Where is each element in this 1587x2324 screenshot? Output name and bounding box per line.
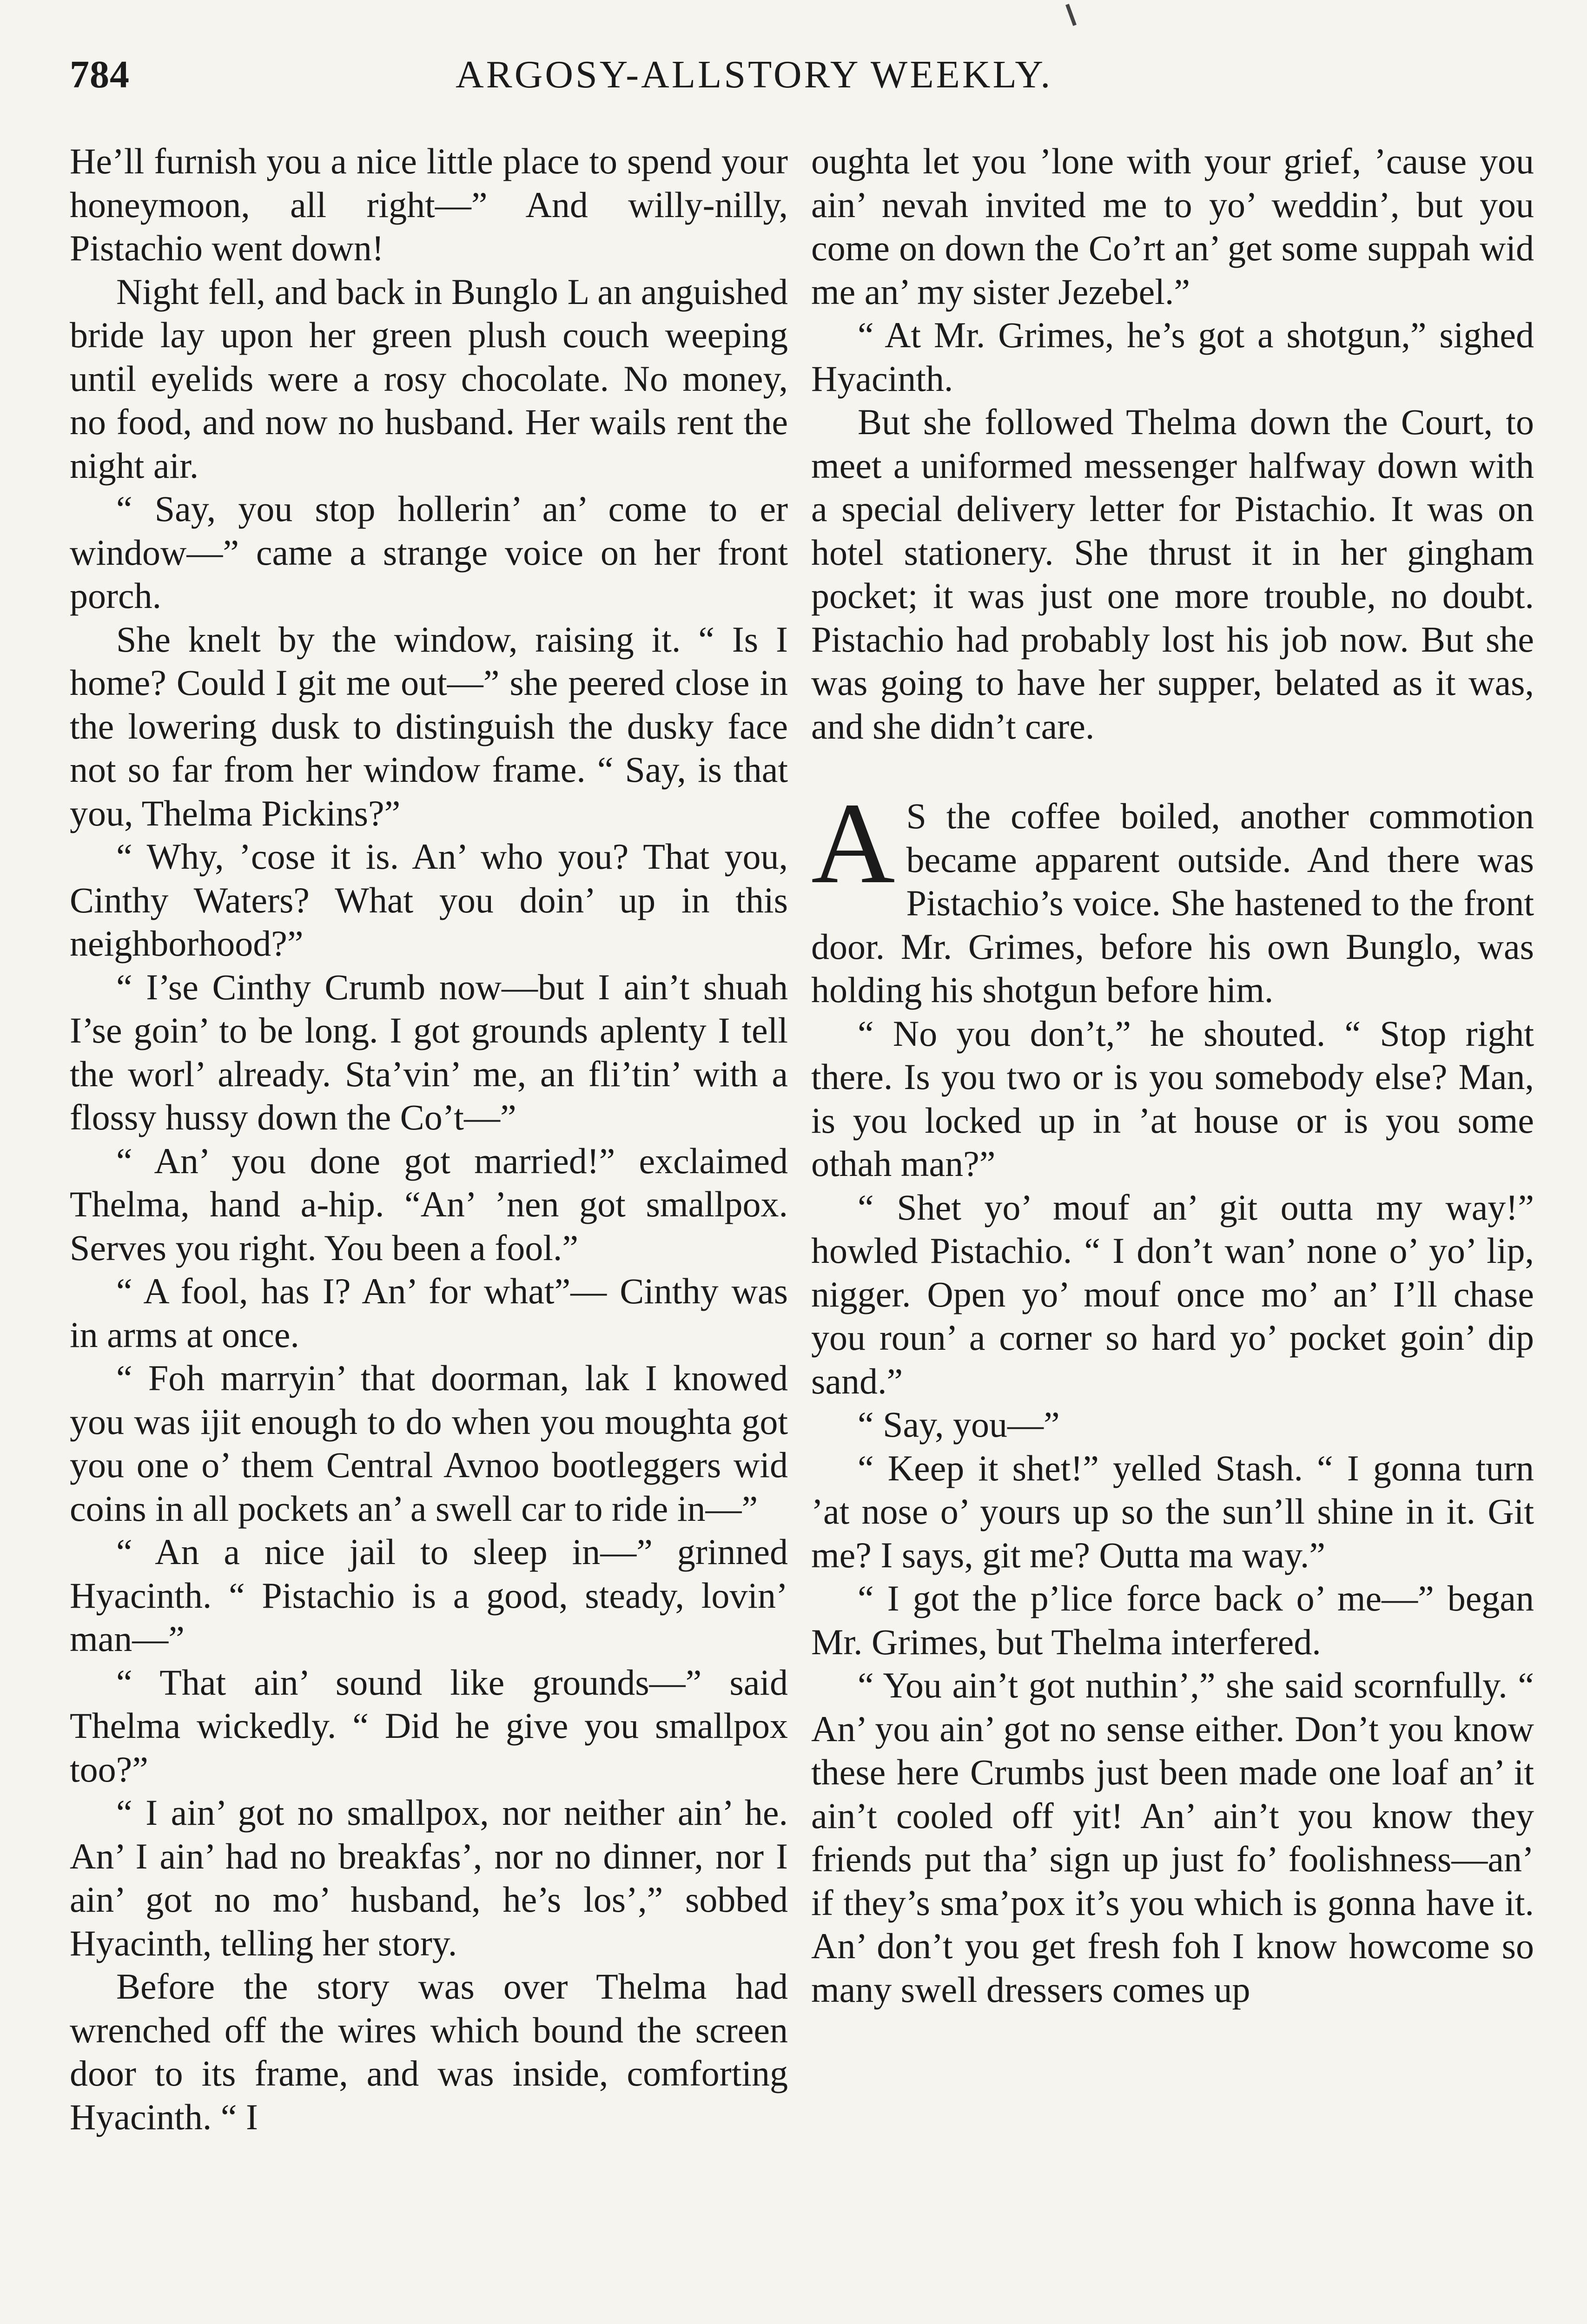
paragraph: “ Say, you stop hollerin’ an’ come to er window—” came a strange voice on her front porch. <box>70 489 788 616</box>
paragraph: He’ll furnish you a nice little place to spend your honeymoon, all right—” And willy-nilly, Pistachio went down! <box>70 141 788 268</box>
paragraph: “ That ain’ sound like grounds—” said Thelma wickedly. “ Did he give you smallpox too?” <box>70 1662 788 1789</box>
paragraph: “ Shet yo’ mouf an’ git outta my way!” howled Pistachio. “ I don’t wan’ none o’ yo’ lip, nigger. Open yo’ mouf once mo’ an’ I’ll chase you roun’ a corner so hard yo’ pocket goin’ dip sand.” <box>811 1187 1534 1401</box>
paragraph: “ An’ you done got married!” exclaimed Thelma, hand a-hip. “An’ ’nen got smallpox. Serves you right. You been a fool.” <box>70 1140 788 1268</box>
section-opening-text: S the coffee boiled, another commotion became apparent outside. And there was Pistachio’s voice. She hastened to the front door. Mr. Grimes, before his own Bunglo, was holding his shotgun before him. <box>811 796 1534 1010</box>
drop-cap: A <box>811 779 895 908</box>
print-mark <box>1065 4 1077 26</box>
paragraph: She knelt by the window, raising it. “ Is I home? Could I git me out—” she peered close in the lowering dusk to distinguish the dusky face not so far from her window frame. “ Say, is that you, Thelma Pickins?” <box>70 619 788 833</box>
paragraph: Night fell, and back in Bunglo L an anguished bride lay upon her green plush couch weeping until eyelids were a rosy chocolate. No money, no food, and now no husband. Her wails rent the night air. <box>70 271 788 486</box>
running-title: ARGOSY-ALLSTORY WEEKLY. <box>456 53 1053 96</box>
paragraph: “ You ain’t got nuthin’,” she said scornfully. “ An’ you ain’ got no sense either. Don’t you know these here Crumbs just been made one loaf an’ it ain’t cooled off yit! An’ ain’t you know they friends put tha’ sign up just fo’ foolishness—an’ if they’s sma’pox it’s you which is gonna have it. An’ don’t you get fresh foh I know howcome so many swell dressers comes up <box>811 1665 1534 2010</box>
paragraph: Before the story was over Thelma had wrenched off the wires which bound the screen door to its frame, and was inside, comforting Hyacinth. “ I <box>70 1966 788 2137</box>
paragraph: “ I got the p’lice force back o’ me—” began Mr. Grimes, but Thelma interfered. <box>811 1578 1534 1662</box>
section-opening-paragraph <box>811 779 1534 1012</box>
paragraph: “ An a nice jail to sleep in—” grinned Hyacinth. “ Pistachio is a good, steady, lovin’ man—” <box>70 1532 788 1659</box>
paragraph: “ At Mr. Grimes, he’s got a shotgun,” sighed Hyacinth. <box>811 315 1534 399</box>
paragraph: “ No you don’t,” he shouted. “ Stop right there. Is you two or is you somebody else? Man, is you locked up in ’at house or is you some othah man?” <box>811 1013 1534 1184</box>
left-column <box>70 139 788 2324</box>
paragraph: “ I’se Cinthy Crumb now—but I ain’t shuah I’se goin’ to be long. I got grounds aplenty I tell the worl’ already. Sta’vin’ me, an fli’tin’ with a flossy hussy down the Co’t—” <box>70 966 788 1137</box>
page-number: 784 <box>70 53 130 96</box>
paragraph: “ Foh marryin’ that doorman, lak I knowed you was ijit enough to do when you moughta got you one o’ them Central Avnoo bootleggers wid coins in all pockets an’ a swell car to ride in—” <box>70 1358 788 1529</box>
section-break <box>811 748 1534 794</box>
right-column <box>811 139 1534 2324</box>
page-header <box>70 52 1557 103</box>
paragraph: “ Why, ’cose it is. An’ who you? That you, Cinthy Waters? What you doin’ up in this neighborhood?” <box>70 836 788 964</box>
paragraph: “ I ain’ got no smallpox, nor neither ain’ he. An’ I ain’ had no breakfas’, nor no dinner, nor I ain’ got no mo’ husband, he’s los’,” sobbed Hyacinth, telling her story. <box>70 1792 788 1963</box>
paragraph: oughta let you ’lone with your grief, ’cause you ain’ nevah invited me to yo’ weddin’, but you come on down the Co’rt an’ get some suppah wid me an’ my sister Jezebel.” <box>811 141 1534 312</box>
paragraph: “ Keep it shet!” yelled Stash. “ I gonna turn ’at nose o’ yours up so the sun’ll shine in it. Git me? I says, git me? Outta ma way.” <box>811 1447 1534 1575</box>
paragraph: “ Say, you—” <box>858 1404 1060 1445</box>
paragraph: But she followed Thelma down the Court, to meet a uniformed messenger halfway down with a special delivery letter for Pistachio. It was on hotel stationery. She thrust it in her gingham pocket; it was just one more trouble, no doubt. Pistachio had probably lost his job now. But she was going to have her supper, belated as it was, and she didn’t care. <box>811 402 1534 746</box>
paragraph: “ A fool, has I? An’ for what”— Cinthy was in arms at once. <box>70 1271 788 1355</box>
